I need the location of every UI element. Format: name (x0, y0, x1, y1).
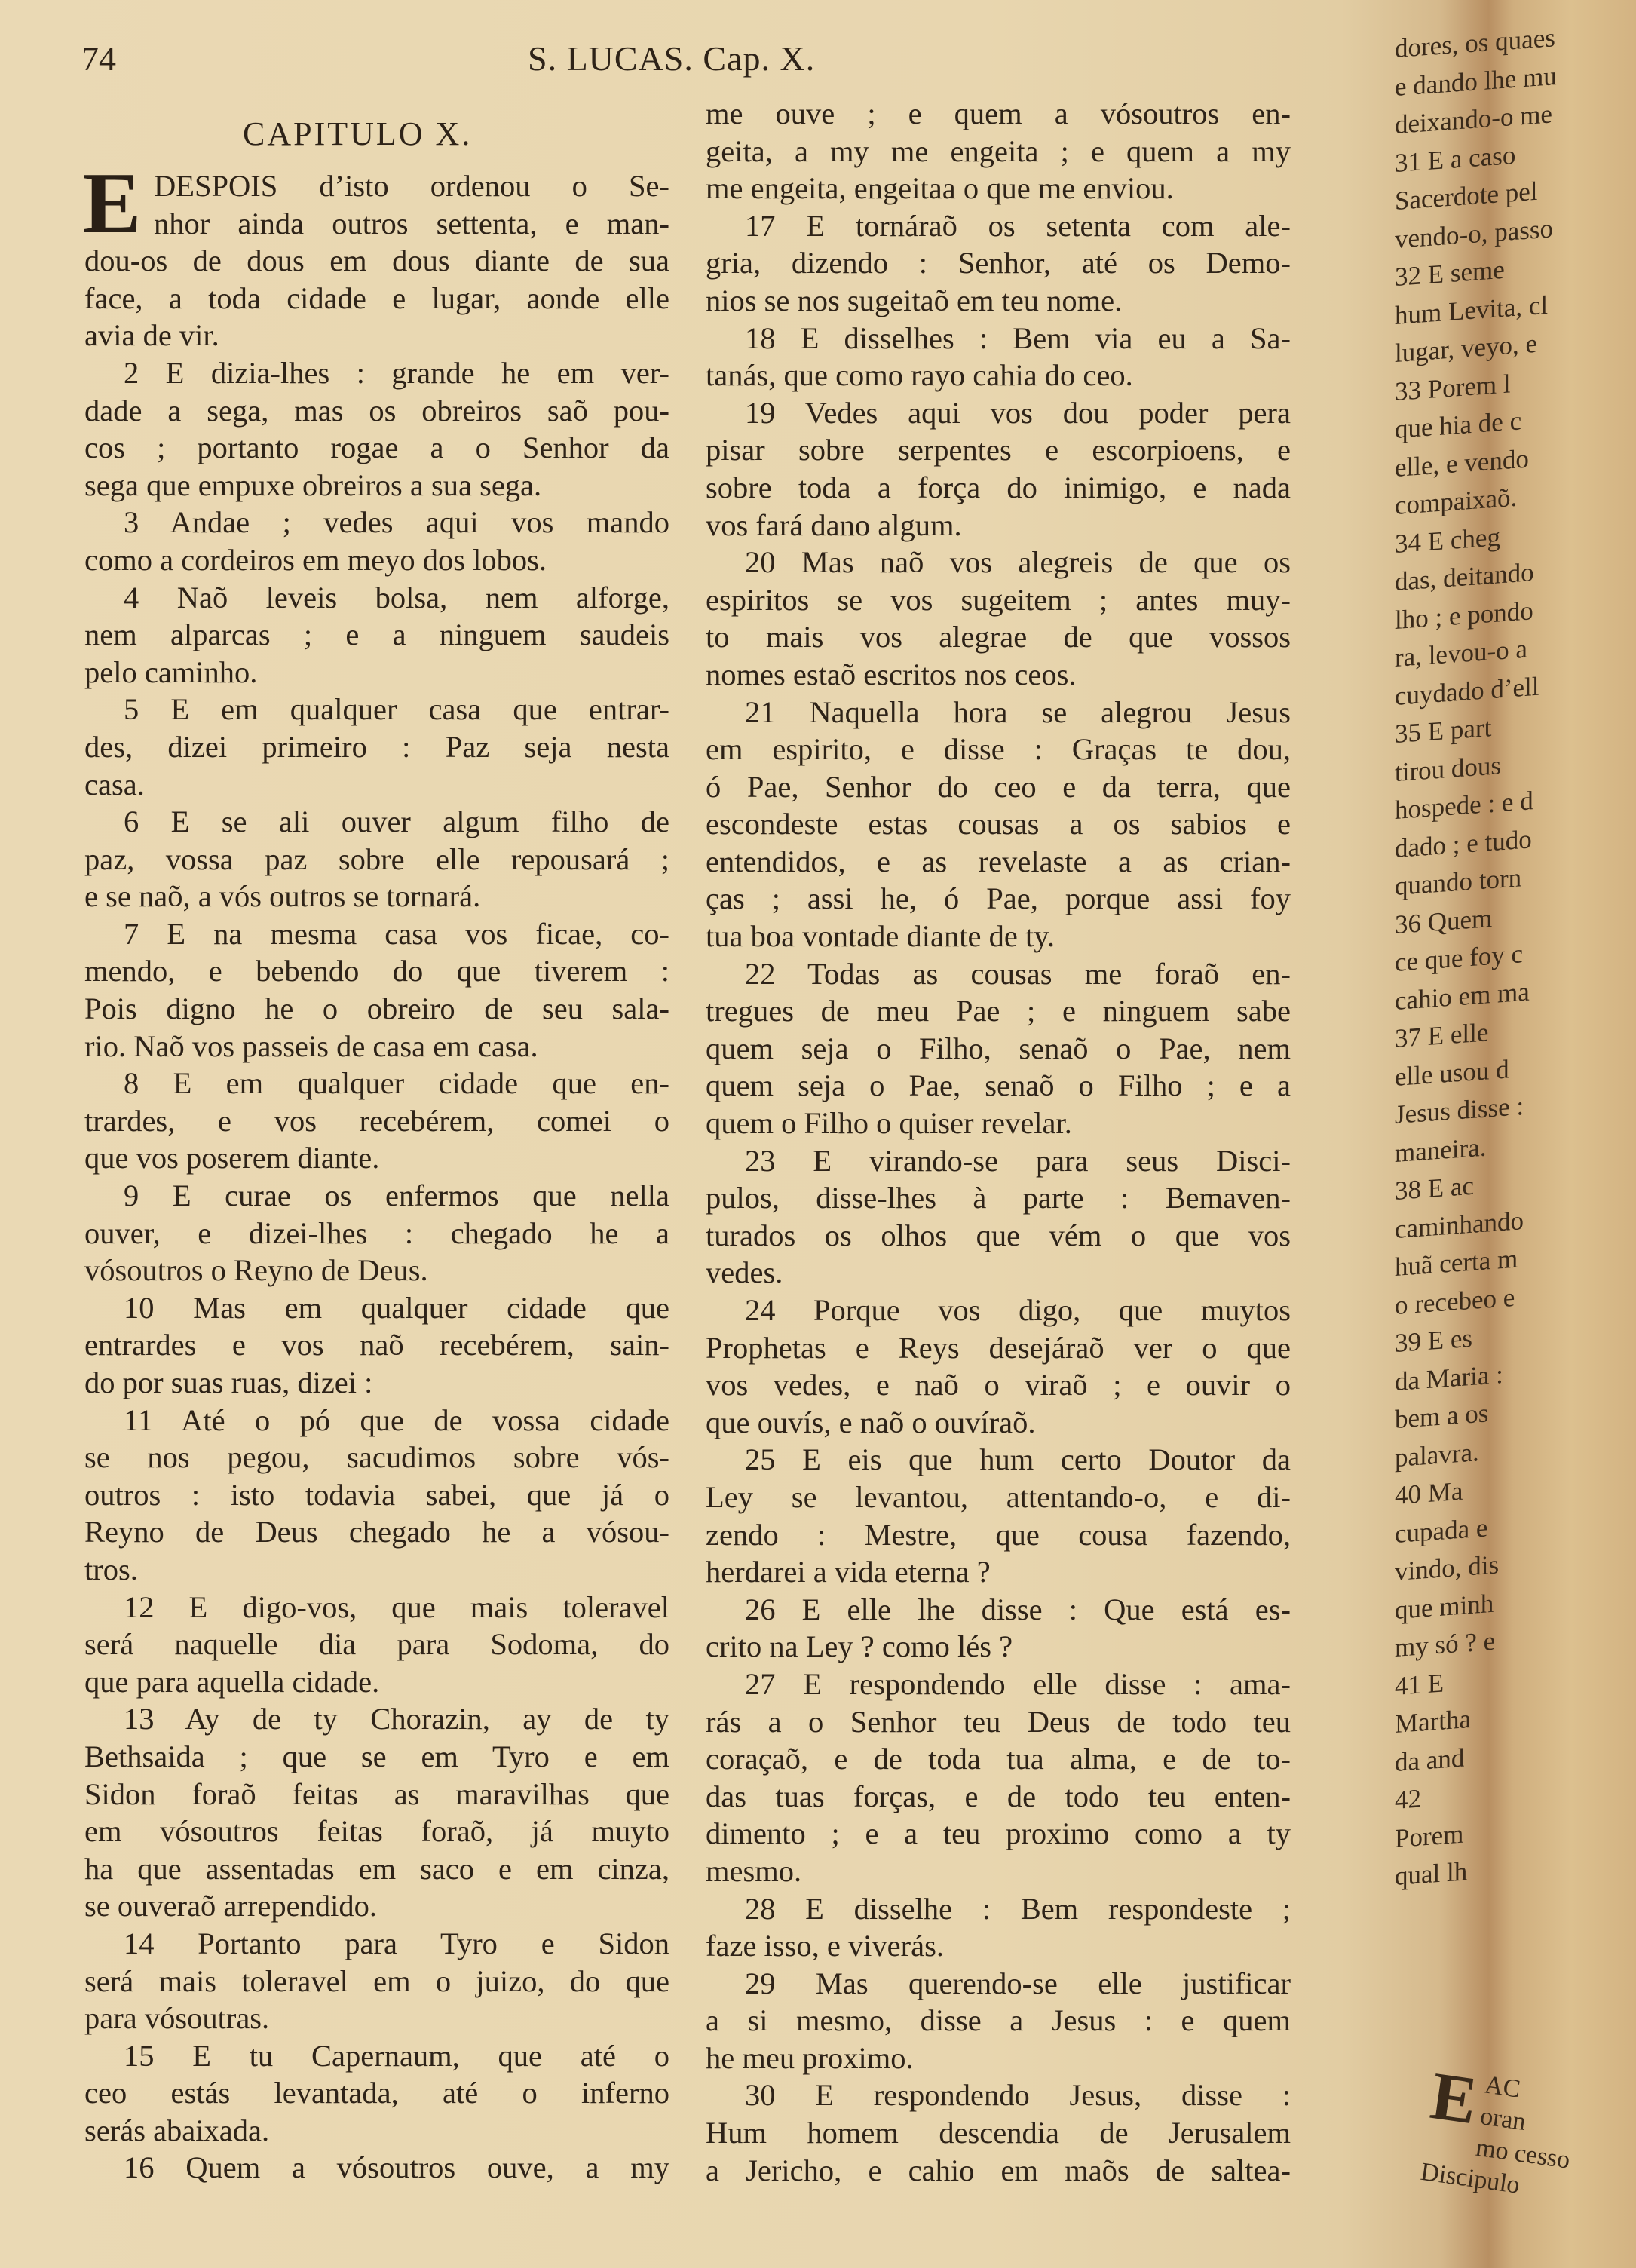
text-line: tua boa vontade diante de ty. (706, 919, 1055, 954)
text-line: face, a toda cidade e lugar, aonde elle (84, 280, 669, 315)
page-number: 74 (81, 39, 116, 78)
text-line: mendo, e bebendo do que tiverem : (84, 954, 669, 988)
text-line: Ley se levantou, attentando-o, e di- (706, 1479, 1291, 1514)
text-line: ó Pae, Senhor do ceo e da terra, que (706, 769, 1291, 804)
text-line: me ouve ; e quem a vósoutros en- (706, 97, 1291, 130)
text-line: 29 Mas querendo-se elle justificar (745, 1966, 1291, 2000)
text-line: 7 E na mesma casa vos ficae, co- (124, 916, 669, 951)
text-line: dimento ; e a teu proximo como a ty (706, 1816, 1291, 1851)
fragment-line: 38 E ac (1395, 1170, 1474, 1206)
fragment-line: elle usou d (1395, 1053, 1509, 1092)
fragment-line: 40 Ma (1395, 1476, 1463, 1510)
text-line: rás a o Senhor teu Deus de todo teu (706, 1704, 1291, 1739)
fragment-line: e dando lhe mu (1395, 60, 1557, 102)
fragment-line: dores, os quaes (1395, 23, 1555, 63)
fragment-line: oran (1478, 2102, 1528, 2137)
running-head: S. LUCAS. Cap. X. (528, 39, 816, 78)
text-line: dade a sega, mas os obreiros saõ pou- (84, 393, 669, 428)
fragment-line: da Maria : (1395, 1359, 1503, 1396)
text-line: faze isso, e viverás. (706, 1929, 944, 1963)
text-line: coraçaõ, e de toda tua alma, e de to- (706, 1742, 1291, 1776)
fragment-line: mo cesso (1474, 2133, 1572, 2175)
text-line: ceo estás levantada, até o inferno (84, 2076, 669, 2110)
text-line: herdarei a vida eterna ? (706, 1555, 991, 1589)
text-line: des, dizei primeiro : Paz seja nesta (84, 729, 669, 764)
text-line: tregues de meu Pae ; e ninguem sabe (706, 994, 1291, 1028)
fragment-line: caminhando (1395, 1205, 1524, 1244)
text-line: nomes estaõ escritos nos ceos. (706, 657, 1077, 691)
text-line: a Jericho, e cahio em maõs de saltea- (706, 2153, 1291, 2187)
text-line: ha que assentadas em saco e em cinza, (84, 1851, 669, 1886)
text-line: pelo caminho. (84, 654, 258, 689)
fragment-line: my só ? e (1395, 1626, 1496, 1663)
fragment-line: vindo, dis (1395, 1549, 1500, 1586)
text-line: 11 Até o pó que de vossa cidade (124, 1402, 669, 1437)
text-line: trardes, e vos recebérem, comei o (84, 1103, 669, 1138)
text-line: vedes. (706, 1255, 783, 1290)
text-line: nhor ainda outros settenta, e man- (154, 206, 669, 241)
fragment-line: elle, e vendo (1395, 443, 1529, 483)
text-line: serás abaixada. (84, 2113, 270, 2147)
text-line: DESPOIS d’isto ordenou o Se- (154, 169, 669, 203)
fragment-line: Porem (1395, 1819, 1464, 1853)
text-line: do por suas ruas, dizei : (84, 1365, 373, 1399)
text-line: se nos pegou, sacudimos sobre vós- (84, 1440, 669, 1475)
text-line: espiritos se vos sugeitem ; antes muy- (706, 582, 1291, 617)
text-line: turados os olhos que vém o que vos (706, 1218, 1291, 1252)
text-line: e se naõ, a vós outros se tornará. (84, 879, 481, 914)
text-line: 6 E se ali ouver algum filho de (124, 805, 669, 839)
text-line: que ouvís, e naõ o ouvíraõ. (706, 1405, 1036, 1439)
drop-cap: E (83, 155, 142, 252)
text-line: 16 Quem a vósoutros ouve, a my (124, 2150, 669, 2185)
fragment-line: da and (1395, 1742, 1465, 1777)
fragment-line: ra, levou-o a (1395, 633, 1527, 673)
text-line: rio. Naõ vos passeis de casa em casa. (84, 1028, 538, 1063)
text-line: Hum homem descendia de Jerusalem (706, 2116, 1291, 2150)
fragment-line: palavra. (1395, 1436, 1479, 1473)
text-line: paz, vossa paz sobre elle repousará ; (84, 841, 669, 876)
text-line: ouver, e dizei-lhes : chegado he a (84, 1215, 669, 1250)
text-line: em vósoutros feitas foraõ, já muyto (84, 1814, 669, 1849)
fragment-line: huã certa m (1395, 1243, 1518, 1282)
text-line: quem o Filho o quiser revelar. (706, 1106, 1072, 1141)
fragment-line: Jesus disse : (1395, 1091, 1524, 1129)
fragment-line: maneira. (1395, 1132, 1487, 1168)
text-line: casa. (84, 767, 145, 801)
text-line: 3 Andae ; vedes aqui vos mando (124, 505, 669, 540)
fragment-line: quando torn (1395, 863, 1522, 901)
chapter-title: CAPITULO X. (243, 115, 473, 152)
text-line: pulos, disse-lhes à parte : Bemaven- (706, 1181, 1291, 1215)
right-text-column (706, 95, 1291, 2189)
text-line: zendo : Mestre, que cousa fazendo, (706, 1517, 1291, 1552)
fragment-line: Sacerdote pel (1395, 176, 1538, 216)
text-line: das tuas forças, e de todo teu enten- (706, 1779, 1291, 1813)
next-chapter-drop-cap: E (1426, 2058, 1482, 2139)
fragment-line: 35 E part (1395, 713, 1492, 749)
text-line: 21 Naquella hora se alegrou Jesus (745, 694, 1291, 729)
text-line: 19 Vedes aqui vos dou poder pera (745, 395, 1291, 430)
text-line: 10 Mas em qualquer cidade que (124, 1290, 669, 1325)
fragment-line: Discipulo (1419, 2157, 1522, 2199)
fragment-line: que minh (1395, 1588, 1494, 1625)
text-line: 20 Mas naõ vos alegreis de que os (745, 545, 1291, 580)
fragment-line: lho ; e pondo (1395, 595, 1533, 635)
text-line: Prophetas e Reys desejáraõ ver o que (706, 1330, 1291, 1365)
fragment-line: 42 (1395, 1783, 1421, 1815)
text-line: dou-os de dous em dous diante de sua (84, 244, 669, 278)
text-line: crito na Ley ? como lés ? (706, 1629, 1013, 1664)
text-line: 12 E digo-vos, que mais toleravel (124, 1589, 669, 1624)
fragment-line: vendo-o, passo (1395, 213, 1553, 254)
text-line: 5 E em qualquer casa que entrar- (124, 692, 669, 727)
fragment-line: o recebeo e (1395, 1282, 1515, 1320)
fragment-line: bem a os (1395, 1398, 1489, 1434)
fragment-line: 36 Quem (1395, 903, 1493, 939)
fragment-line: das, deitando (1395, 557, 1534, 596)
text-line: 17 E tornáraõ os setenta com ale- (745, 208, 1291, 243)
fragment-line: hum Levita, cl (1395, 290, 1549, 330)
text-line: 30 E respondendo Jesus, disse : (745, 2078, 1291, 2113)
text-line: se ouveraõ arrependido. (84, 1889, 377, 1923)
fragment-line: lugar, veyo, e (1395, 328, 1538, 368)
fragment-line: 31 E a caso (1395, 139, 1516, 178)
text-line: 25 E eis que hum certo Doutor da (745, 1442, 1291, 1477)
text-line: será mais toleravel em o juizo, do que (84, 1963, 669, 1998)
text-line: tanás, que como rayo cahia do ceo. (706, 358, 1133, 393)
text-line: quem seja o Pae, senaõ o Filho ; e a (706, 1068, 1291, 1103)
left-text-column (84, 167, 669, 2187)
text-line: 15 E tu Capernaum, que até o (124, 2038, 669, 2073)
text-line: cos ; portanto rogae a o Senhor da (84, 431, 669, 465)
fragment-line: 37 E elle (1395, 1017, 1489, 1053)
text-line: geita, a my me engeita ; e quem a my (706, 133, 1291, 168)
fragment-line: cupada e (1395, 1512, 1488, 1549)
text-line: 24 Porque vos digo, que muytos (745, 1293, 1291, 1327)
text-line: 27 E respondendo elle disse : ama- (745, 1666, 1291, 1701)
text-line: quem seja o Filho, senaõ o Pae, nem (706, 1031, 1291, 1065)
text-line: como a cordeiros em meyo dos lobos. (84, 542, 547, 577)
text-line: sega que empuxe obreiros a sua sega. (84, 467, 542, 502)
fragment-line: 39 E es (1395, 1322, 1473, 1358)
text-line: 22 Todas as cousas me foraõ en- (745, 956, 1291, 991)
text-line: para vósoutras. (84, 2001, 270, 2036)
fragment-line: 33 Porem l (1395, 368, 1511, 406)
fragment-line: cahio em ma (1395, 976, 1530, 1016)
text-line: Sidon foraõ feitas as maravilhas que (84, 1776, 669, 1811)
fragment-line: que hia de c (1395, 406, 1522, 444)
fragment-line: AC (1482, 2070, 1522, 2104)
fragment-line: 34 E cheg (1395, 521, 1500, 559)
text-line: em espirito, e disse : Graças te dou, (706, 732, 1291, 767)
text-line: será naquelle dia para Sodoma, do (84, 1627, 669, 1662)
text-line: pisar sobre serpentes e escorpioens, e (706, 433, 1291, 467)
text-line: 26 E elle lhe disse : Que está es- (745, 1592, 1291, 1626)
text-line: nem alparcas ; e a ninguem saudeis (84, 618, 669, 652)
fragment-line: Martha (1395, 1703, 1472, 1739)
text-line: Bethsaida ; que se em Tyro e em (84, 1739, 669, 1773)
text-line: 13 Ay de ty Chorazin, ay de ty (124, 1702, 669, 1736)
text-line: vos fará dano algum. (706, 507, 962, 542)
text-line: avia de vir. (84, 318, 219, 353)
text-line: que para aquella cidade. (84, 1664, 380, 1699)
fragment-line: 41 E (1395, 1667, 1445, 1701)
fragment-line: tirou dous (1395, 749, 1501, 787)
text-line: 14 Portanto para Tyro e Sidon (124, 1926, 669, 1960)
text-line: 23 E virando-se para seus Disci- (745, 1143, 1291, 1178)
text-line: entrardes e vos naõ recebérem, sain- (84, 1328, 669, 1362)
facing-page-fragment (1395, 14, 1636, 1896)
text-line: 4 Naõ leveis bolsa, nem alforge, (124, 580, 669, 615)
fragment-line: ce que foy c (1395, 939, 1524, 977)
text-line: mesmo. (706, 1853, 802, 1888)
text-line: ças ; assi he, ó Pae, porque assi foy (706, 881, 1291, 916)
text-line: sobre toda a força do inimigo, e nada (706, 470, 1291, 504)
text-line: gria, dizendo : Senhor, até os Demo- (706, 246, 1291, 280)
text-line: entendidos, e as revelaste a as crian- (706, 844, 1291, 878)
text-line: outros : isto todavia sabei, que já o (84, 1477, 669, 1512)
text-line: 28 E disselhe : Bem respondeste ; (745, 1891, 1291, 1926)
text-line: 9 E curae os enfermos que nella (124, 1178, 669, 1213)
fragment-line: cuydado d’ell (1395, 671, 1539, 711)
text-line: tros. (84, 1552, 138, 1586)
text-line: Reyno de Deus chegado he a vósou- (84, 1515, 669, 1549)
text-line: vos vedes, e naõ o viraõ ; e ouvir o (706, 1368, 1291, 1402)
text-line: 18 E disselhes : Bem via eu a Sa- (745, 320, 1291, 355)
text-line: Pois digno he o obreiro de seu sala- (84, 991, 669, 1026)
text-line: me engeita, engeitaa o que me enviou. (706, 171, 1174, 206)
text-line: vósoutros o Reyno de Deus. (84, 1253, 428, 1288)
text-line: 2 E dizia-lhes : grande he em ver- (124, 355, 669, 390)
fragment-line: 32 E seme (1395, 254, 1505, 292)
fragment-line: deixando-o me (1395, 99, 1552, 139)
text-line: a si mesmo, disse a Jesus : e quem (706, 2003, 1291, 2038)
text-line: to mais vos alegrae de que vossos (706, 620, 1291, 654)
text-line: nios se nos sugeitaõ em teu nome. (706, 283, 1123, 317)
fragment-line: compaixaõ. (1395, 482, 1518, 520)
fragment-line: dado ; e tudo (1395, 823, 1532, 863)
text-line: escondeste estas cousas a os sabios e (706, 807, 1291, 841)
fragment-line: qual lh (1395, 1856, 1468, 1891)
text-line: 8 E em qualquer cidade que en- (124, 1066, 669, 1101)
text-line: he meu proximo. (706, 2040, 914, 2075)
facing-page-next-chapter (1419, 2058, 1585, 2208)
text-line: que vos poserem diante. (84, 1141, 380, 1175)
fragment-line: hospede : e d (1395, 786, 1533, 825)
